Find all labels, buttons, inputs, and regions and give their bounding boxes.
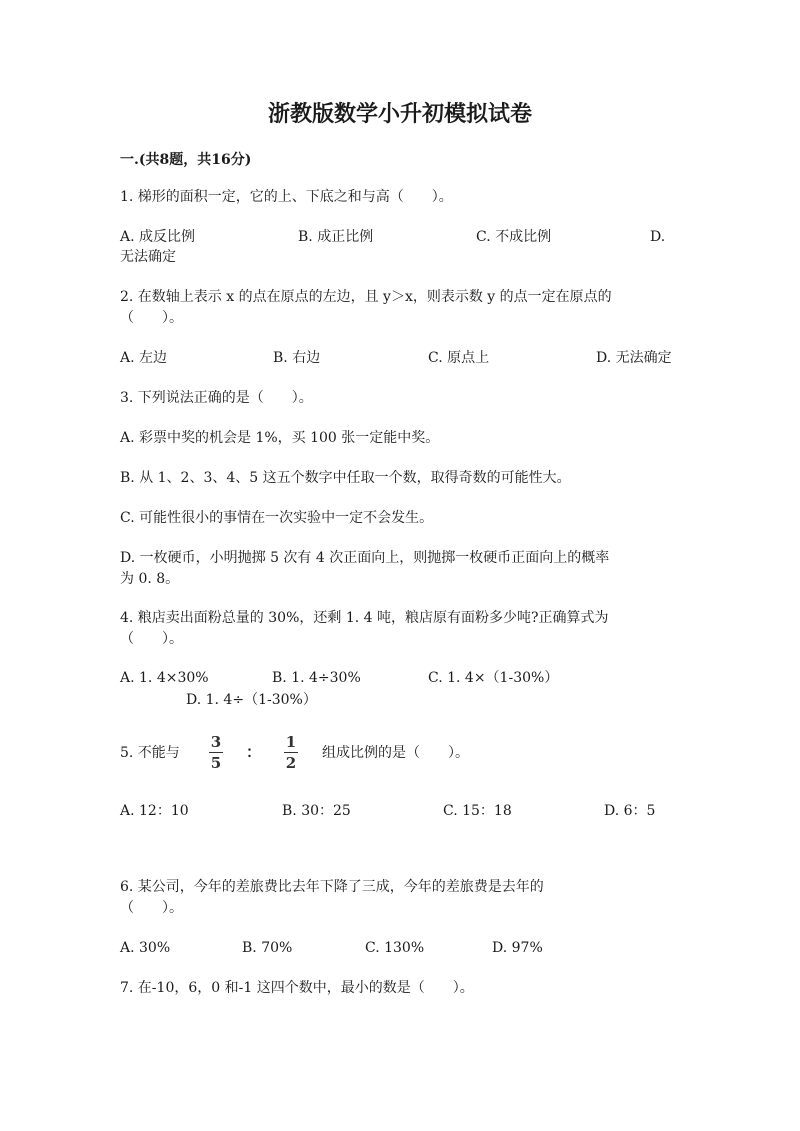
question-5-option-d: D. 6：5: [604, 803, 656, 819]
question-1-option-b: B. 成正比例: [298, 229, 374, 245]
question-6-option-b: B. 70%: [242, 940, 293, 956]
question-1-option-a: A. 成反比例: [120, 229, 196, 245]
question-3-option-d-cont: 为 0. 8。: [120, 571, 180, 587]
question-2-option-a: A. 左边: [120, 350, 168, 366]
question-6-option-c: C. 130%: [365, 940, 425, 956]
fraction-denominator: 2: [285, 754, 297, 772]
question-5-option-c: C. 15：18: [443, 803, 512, 819]
question-1-option-d: D.: [650, 229, 666, 245]
ratio-colon: ：: [246, 743, 262, 761]
question-6-option-d: D. 97%: [492, 940, 543, 956]
question-4-option-a: A. 1. 4×30%: [120, 670, 209, 686]
fraction-bar: [209, 752, 223, 753]
section-heading: 一.(共8题，共16分): [120, 152, 252, 168]
question-4-option-c: C. 1. 4×（1-30%）: [428, 670, 559, 686]
fraction-three-fifths: [208, 733, 224, 772]
fraction-denominator: 5: [210, 754, 222, 772]
question-3-option-d: D. 一枚硬币，小明抛掷 5 次有 4 次正面向上，则抛掷一枚硬币正面向上的概率: [120, 550, 610, 566]
fraction-bar: [284, 752, 298, 753]
fraction-numerator: 1: [285, 733, 297, 751]
question-4-option-d: D. 1. 4÷（1-30%）: [186, 692, 317, 708]
exam-title: 浙教版数学小升初模拟试卷: [267, 102, 532, 127]
question-5-option-b: B. 30：25: [282, 803, 351, 819]
question-1-option-d-text: 无法确定: [120, 249, 176, 265]
question-3-option-a: A. 彩票中奖的机会是 1%，买 100 张一定能中奖。: [120, 430, 440, 446]
question-4-option-b: B. 1. 4÷30%: [272, 670, 361, 686]
question-1-stem: 1. 梯形的面积一定，它的上、下底之和与高（ ）。: [120, 189, 453, 205]
question-4-stem-cont: （ ）。: [120, 631, 183, 647]
question-2-stem: 2. 在数轴上表示 x 的点在原点的左边，且 y＞x，则表示数 y 的点一定在原点的: [120, 289, 612, 305]
question-3-option-c: C. 可能性很小的事情在一次实验中一定不会发生。: [120, 510, 434, 526]
question-5-suffix: 组成比例的是（ ）。: [322, 745, 469, 761]
question-6-stem: 6. 某公司，今年的差旅费比去年下降了三成，今年的差旅费是去年的: [120, 879, 544, 895]
question-4-stem: 4. 粮店卖出面粉总量的 30%，还剩 1. 4 吨，粮店原有面粉多少吨?正确算式为: [120, 610, 609, 626]
question-3-stem: 3. 下列说法正确的是（ ）。: [120, 390, 313, 406]
question-6-stem-cont: （ ）。: [120, 900, 183, 916]
question-2-option-c: C. 原点上: [428, 350, 490, 366]
question-3-option-b: B. 从 1、2、3、4、5 这五个数字中任取一个数，取得奇数的可能性大。: [120, 470, 571, 486]
fraction-numerator: 3: [210, 733, 222, 751]
question-5-prefix: 5. 不能与: [120, 745, 180, 761]
question-2-option-b: B. 右边: [273, 350, 321, 366]
question-5-option-a: A. 12：10: [120, 803, 189, 819]
question-2-option-d: D. 无法确定: [596, 350, 672, 366]
question-2-stem-cont: （ ）。: [120, 310, 183, 326]
question-6-option-a: A. 30%: [120, 940, 171, 956]
question-1-option-c: C. 不成比例: [476, 229, 552, 245]
question-7-stem: 7. 在-10，6，0 和-1 这四个数中，最小的数是（ ）。: [120, 980, 474, 996]
fraction-one-half: [283, 733, 299, 772]
